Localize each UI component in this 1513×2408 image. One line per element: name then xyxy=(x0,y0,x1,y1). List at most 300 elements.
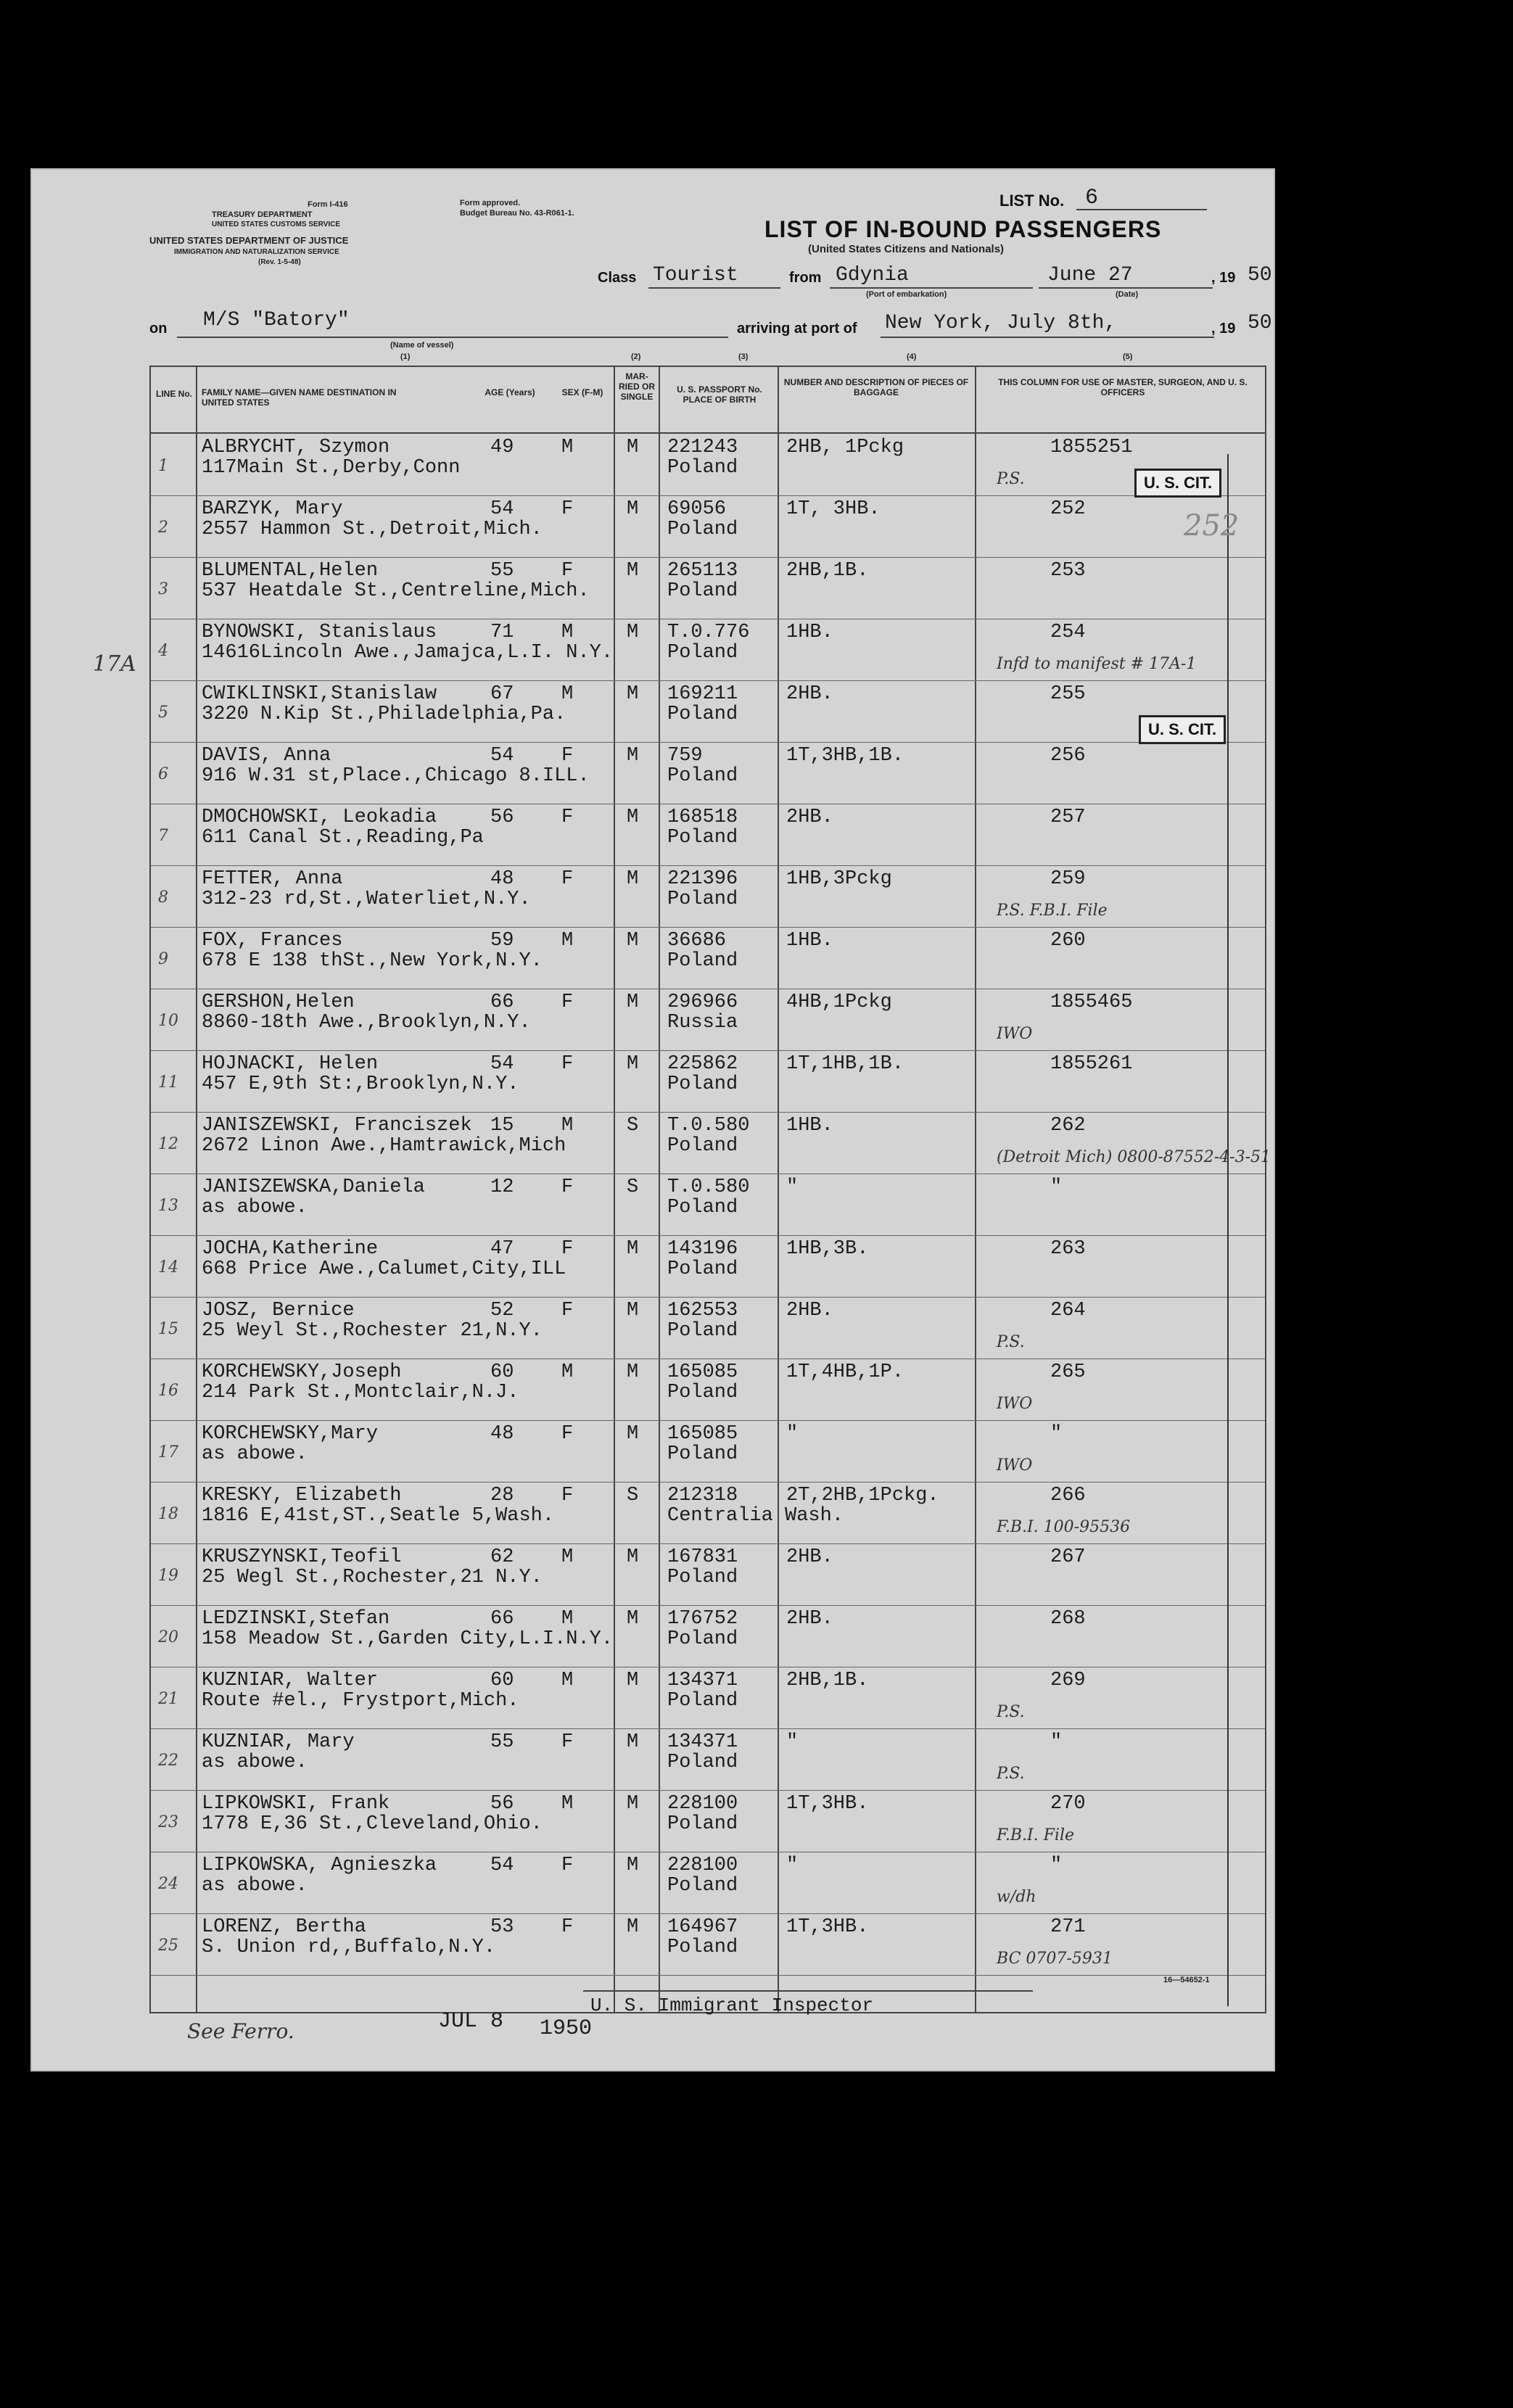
passport-number: 143196 xyxy=(667,1238,738,1260)
age: 47 xyxy=(490,1238,514,1260)
list-no-value: 6 xyxy=(1085,186,1099,210)
passport-number: 225862 xyxy=(667,1053,738,1075)
page-subtitle: (United States Citizens and Nationals) xyxy=(808,243,1005,255)
officer-note: w/dh xyxy=(997,1888,1036,1906)
baggage: 4HB,1Pckg xyxy=(786,991,892,1013)
place-of-birth: Poland xyxy=(667,827,738,849)
margin-note-see: See Ferro. xyxy=(187,2019,294,2043)
age: 67 xyxy=(490,683,514,705)
revision-label: (Rev. 1-5-48) xyxy=(258,258,301,266)
table-row xyxy=(151,1913,1265,1976)
age: 62 xyxy=(490,1546,514,1568)
table-row xyxy=(151,1543,1265,1606)
destination: 158 Meadow St.,Garden City,L.I.N.Y. xyxy=(202,1628,614,1650)
destination: 1778 E,36 St.,Cleveland,Ohio. xyxy=(202,1813,543,1835)
passenger-name: GERSHON,Helen xyxy=(202,991,355,1013)
arriving-label: arriving at port of xyxy=(737,321,857,337)
officer-number: " xyxy=(1050,1731,1063,1753)
age: 28 xyxy=(490,1485,514,1506)
form-number: Form I-416 xyxy=(308,200,348,209)
sex: M xyxy=(561,437,574,458)
sex: M xyxy=(561,1793,574,1815)
passenger-table xyxy=(149,366,1271,2013)
marital-status: S xyxy=(627,1176,639,1198)
header-age: AGE (Years) xyxy=(485,387,535,397)
officer-number: 271 xyxy=(1050,1916,1086,1938)
baggage: 2HB. xyxy=(786,683,833,705)
marital-status: M xyxy=(627,560,639,582)
baggage: " xyxy=(786,1731,799,1753)
officer-note: F.B.I. File xyxy=(997,1826,1075,1844)
marital-status: S xyxy=(627,1485,639,1506)
place-of-birth: Poland xyxy=(667,1443,738,1465)
marital-status: M xyxy=(627,622,639,643)
col-num-2: (2) xyxy=(631,352,641,361)
table-row xyxy=(151,989,1265,1051)
officer-number: 267 xyxy=(1050,1546,1086,1568)
destination: 312-23 rd,St.,Waterliet,N.Y. xyxy=(202,888,531,910)
place-of-birth: Poland xyxy=(667,1875,738,1897)
passport-number: 165085 xyxy=(667,1423,738,1445)
destination: 14616Lincoln Awe.,Jamajca,L.I. N.Y. xyxy=(202,642,614,664)
officer-number: 262 xyxy=(1050,1115,1086,1137)
table-row xyxy=(151,680,1265,743)
destination: S. Union rd,,Buffalo,N.Y. xyxy=(202,1937,496,1958)
passenger-name: KUZNIAR, Mary xyxy=(202,1731,355,1753)
marital-status: M xyxy=(627,498,639,520)
margin-note-17a: 17A xyxy=(93,651,136,677)
line-number: 21 xyxy=(158,1690,178,1708)
baggage: " xyxy=(786,1423,799,1445)
line-number: 2 xyxy=(158,519,168,537)
age: 12 xyxy=(490,1176,514,1198)
passport-number: 134371 xyxy=(667,1731,738,1753)
age: 56 xyxy=(490,1793,514,1815)
baggage: 1HB,3B. xyxy=(786,1238,869,1260)
age: 66 xyxy=(490,991,514,1013)
line-number: 11 xyxy=(158,1073,178,1092)
age: 71 xyxy=(490,622,514,643)
passenger-name: HOJNACKI, Helen xyxy=(202,1053,379,1075)
passenger-name: LIPKOWSKA, Agnieszka xyxy=(202,1855,437,1876)
sex: F xyxy=(561,1176,574,1198)
sex: F xyxy=(561,498,574,520)
age: 60 xyxy=(490,1670,514,1691)
passenger-name: KORCHEWSKY,Mary xyxy=(202,1423,379,1445)
baggage: 2HB. xyxy=(786,1546,833,1568)
destination: 214 Park St.,Montclair,N.J. xyxy=(202,1382,519,1403)
destination: 1816 E,41st,ST.,Seatle 5,Wash. xyxy=(202,1505,555,1527)
line-number: 7 xyxy=(158,827,168,845)
destination: 117Main St.,Derby,Conn xyxy=(202,457,461,479)
approved-label: Form approved. xyxy=(460,199,521,207)
officer-number: 256 xyxy=(1050,745,1086,767)
class-label: Class xyxy=(598,270,637,286)
passport-number: T.0.776 xyxy=(667,622,750,643)
col-num-3: (3) xyxy=(738,352,749,361)
from-value: Gdynia xyxy=(836,264,909,286)
passport-number: T.0.580 xyxy=(667,1176,750,1198)
sex: M xyxy=(561,1670,574,1691)
sex: F xyxy=(561,1423,574,1445)
sex: F xyxy=(561,868,574,890)
place-of-birth: Poland xyxy=(667,1073,738,1095)
place-of-birth: Poland xyxy=(667,580,738,602)
marital-status: M xyxy=(627,1053,639,1075)
officer-number: 1855251 xyxy=(1050,437,1133,458)
baggage: 1HB. xyxy=(786,1115,833,1137)
baggage: 1T,4HB,1P. xyxy=(786,1361,904,1383)
age: 66 xyxy=(490,1608,514,1630)
destination: 2557 Hammon St.,Detroit,Mich. xyxy=(202,519,543,540)
marital-status: M xyxy=(627,683,639,705)
port-embark-caption: (Port of embarkation) xyxy=(866,290,947,299)
marital-status: M xyxy=(627,1670,639,1691)
header-name: FAMILY NAME—GIVEN NAME DESTINATION IN UNITED STATES xyxy=(202,387,397,408)
manifest-page xyxy=(30,168,1275,2071)
place-of-birth: Centralia Wash. xyxy=(667,1505,844,1527)
customs-label: UNITED STATES CUSTOMS SERVICE xyxy=(212,220,341,228)
sex: M xyxy=(561,930,574,952)
passport-number: 169211 xyxy=(667,683,738,705)
age: 53 xyxy=(490,1916,514,1938)
destination: 2672 Linon Awe.,Hamtrawick,Mich xyxy=(202,1135,566,1157)
age: 15 xyxy=(490,1115,514,1137)
sex: F xyxy=(561,1053,574,1075)
officer-number: 253 xyxy=(1050,560,1086,582)
officer-note: P.S. xyxy=(997,1765,1025,1783)
place-of-birth: Poland xyxy=(667,1628,738,1650)
sex: F xyxy=(561,1731,574,1753)
place-of-birth: Poland xyxy=(667,1937,738,1958)
passenger-name: JANISZEWSKI, Franciszek xyxy=(202,1115,472,1137)
baggage: 2HB. xyxy=(786,1608,833,1630)
header-baggage: NUMBER AND DESCRIPTION OF PIECES OF BAGGAGE xyxy=(783,377,969,397)
age: 54 xyxy=(490,1053,514,1075)
inspector-underline xyxy=(583,1990,1033,1992)
table-row xyxy=(151,1852,1265,1914)
officer-number: 260 xyxy=(1050,930,1086,952)
officer-note: IWO xyxy=(997,1025,1033,1043)
line-number: 25 xyxy=(158,1937,178,1955)
baggage: 1HB,3Pckg xyxy=(786,868,892,890)
officer-note: Infd to manifest # 17A-1 xyxy=(997,655,1197,673)
officer-note: IWO xyxy=(997,1456,1033,1475)
destination: as abowe. xyxy=(202,1875,308,1897)
passport-number: 228100 xyxy=(667,1855,738,1876)
marital-status: M xyxy=(627,1731,639,1753)
line-number: 10 xyxy=(158,1012,178,1030)
passport-number: 759 xyxy=(667,745,703,767)
sex: F xyxy=(561,1916,574,1938)
passport-number: 162553 xyxy=(667,1300,738,1321)
passport-number: 228100 xyxy=(667,1793,738,1815)
table-row xyxy=(151,1174,1265,1236)
marital-status: M xyxy=(627,1300,639,1321)
passenger-name: KRUSZYNSKI,Teofil xyxy=(202,1546,402,1568)
marital-status: M xyxy=(627,1238,639,1260)
place-of-birth: Poland xyxy=(667,1135,738,1157)
marital-status: M xyxy=(627,868,639,890)
table-row xyxy=(151,1235,1265,1298)
destination: 3220 N.Kip St.,Philadelphia,Pa. xyxy=(202,704,566,725)
class-underline xyxy=(648,287,780,289)
header-officers: THIS COLUMN FOR USE OF MASTER, SURGEON, AND U. S. OFFICERS xyxy=(998,377,1248,397)
place-of-birth: Poland xyxy=(667,1752,738,1773)
baggage: 2HB,1B. xyxy=(786,560,869,582)
arrival-underline xyxy=(881,337,1214,338)
passenger-name: FOX, Frances xyxy=(202,930,343,952)
passenger-name: KORCHEWSKY,Joseph xyxy=(202,1361,402,1383)
table-row xyxy=(151,557,1265,619)
year-value-2: 50 xyxy=(1248,312,1272,334)
line-number: 14 xyxy=(158,1258,178,1277)
us-cit-stamp: U. S. CIT. xyxy=(1134,469,1221,498)
age: 56 xyxy=(490,807,514,828)
marital-status: M xyxy=(627,1423,639,1445)
vessel-caption: (Name of vessel) xyxy=(390,341,454,350)
officer-note: (Detroit Mich) 0800-87552-4-3-51 xyxy=(997,1148,1271,1166)
baggage: 1HB. xyxy=(786,622,833,643)
destination: 537 Heatdale St.,Centreline,Mich. xyxy=(202,580,590,602)
marital-status: S xyxy=(627,1115,639,1137)
table-row xyxy=(151,927,1265,989)
line-number: 16 xyxy=(158,1382,178,1400)
header-married: MAR- RIED OR SINGLE xyxy=(618,371,655,402)
age: 59 xyxy=(490,930,514,952)
age: 55 xyxy=(490,1731,514,1753)
table-row xyxy=(151,495,1265,558)
year-prefix-2: , 19 xyxy=(1211,321,1236,337)
age: 54 xyxy=(490,745,514,767)
baggage: 2HB,1B. xyxy=(786,1670,869,1691)
table-row xyxy=(151,619,1265,681)
line-number: 4 xyxy=(158,642,168,660)
line-number: 12 xyxy=(158,1135,178,1153)
marital-status: M xyxy=(627,437,639,458)
officer-number: 254 xyxy=(1050,622,1086,643)
header-sex: SEX (F-M) xyxy=(561,387,603,397)
table-row xyxy=(151,804,1265,866)
sex: M xyxy=(561,1361,574,1383)
place-of-birth: Poland xyxy=(667,704,738,725)
header-line-no: LINE No. xyxy=(156,389,192,399)
passport-number: 165085 xyxy=(667,1361,738,1383)
passenger-name: BLUMENTAL,Helen xyxy=(202,560,379,582)
destination: Route #el., Frystport,Mich. xyxy=(202,1690,519,1712)
sex: M xyxy=(561,683,574,705)
inspector-label: U. S. Immigrant Inspector xyxy=(590,1995,874,2016)
date-caption: (Date) xyxy=(1116,290,1139,299)
place-of-birth: Poland xyxy=(667,519,738,540)
justice-label: UNITED STATES DEPARTMENT OF JUSTICE xyxy=(149,235,349,246)
class-value: Tourist xyxy=(653,264,738,286)
destination: as abowe. xyxy=(202,1197,308,1219)
passport-number: 168518 xyxy=(667,807,738,828)
passport-number: 167831 xyxy=(667,1546,738,1568)
header-passport: U. S. PASSPORT No. PLACE OF BIRTH xyxy=(677,384,762,405)
officer-number: 257 xyxy=(1050,807,1086,828)
annotation-line xyxy=(1227,454,1229,2006)
passport-number: 36686 xyxy=(667,930,727,952)
destination: 916 W.31 st,Place.,Chicago 8.ILL. xyxy=(202,765,590,787)
from-label: from xyxy=(789,270,822,286)
table-row xyxy=(151,1605,1265,1667)
line-number: 19 xyxy=(158,1567,178,1585)
marital-status: M xyxy=(627,930,639,952)
destination: 8860-18th Awe.,Brooklyn,N.Y. xyxy=(202,1012,531,1034)
passenger-name: KRESKY, Elizabeth xyxy=(202,1485,402,1506)
sex: F xyxy=(561,807,574,828)
baggage: 1T,1HB,1B. xyxy=(786,1053,904,1075)
destination: 678 E 138 thSt.,New York,N.Y. xyxy=(202,950,543,972)
page-title: LIST OF IN-BOUND PASSENGERS xyxy=(764,216,1162,242)
officer-number: 1855261 xyxy=(1050,1053,1133,1075)
baggage: 1T,3HB. xyxy=(786,1793,869,1815)
place-of-birth: Poland xyxy=(667,950,738,972)
year-prefix-1: , 19 xyxy=(1211,270,1236,286)
year-value-1: 50 xyxy=(1248,264,1272,286)
sex: M xyxy=(561,1115,574,1137)
passport-number: 265113 xyxy=(667,560,738,582)
table-row xyxy=(151,1050,1265,1113)
destination: 25 Weyl St.,Rochester 21,N.Y. xyxy=(202,1320,543,1342)
passenger-name: KUZNIAR, Walter xyxy=(202,1670,379,1691)
baggage: 2T,2HB,1Pckg. xyxy=(786,1485,939,1506)
officer-number: 252 xyxy=(1050,498,1086,520)
sex: M xyxy=(561,1608,574,1630)
ins-label: IMMIGRATION AND NATURALIZATION SERVICE xyxy=(174,248,339,256)
baggage: 1T,3HB,1B. xyxy=(786,745,904,767)
line-number: 18 xyxy=(158,1505,178,1523)
col-num-1: (1) xyxy=(400,352,411,361)
sex: M xyxy=(561,622,574,643)
passenger-name: ALBRYCHT, Szymon xyxy=(202,437,390,458)
baggage: " xyxy=(786,1855,799,1876)
officer-number: 266 xyxy=(1050,1485,1086,1506)
marital-status: M xyxy=(627,1546,639,1568)
officer-number: 264 xyxy=(1050,1300,1086,1321)
line-number: 5 xyxy=(158,704,168,722)
date-underline xyxy=(1039,287,1213,289)
line-number: 8 xyxy=(158,888,168,907)
table-row xyxy=(151,865,1265,928)
table-row xyxy=(151,1482,1265,1544)
marital-status: M xyxy=(627,991,639,1013)
destination: as abowe. xyxy=(202,1752,308,1773)
passenger-name: LORENZ, Bertha xyxy=(202,1916,366,1938)
place-of-birth: Poland xyxy=(667,888,738,910)
treasury-label: TREASURY DEPARTMENT xyxy=(212,210,313,219)
officer-note: P.S. xyxy=(997,1333,1025,1351)
line-number: 3 xyxy=(158,580,168,598)
officer-number: " xyxy=(1050,1855,1063,1876)
table-row xyxy=(151,1420,1265,1483)
passenger-name: JOSZ, Bernice xyxy=(202,1300,355,1321)
place-of-birth: Poland xyxy=(667,1197,738,1219)
place-of-birth: Poland xyxy=(667,1690,738,1712)
sex: F xyxy=(561,1238,574,1260)
table-row xyxy=(151,1358,1265,1421)
date-value: June 27 xyxy=(1047,264,1133,286)
place-of-birth: Russia xyxy=(667,1012,738,1034)
passenger-name: LEDZINSKI,Stefan xyxy=(202,1608,390,1630)
destination: 611 Canal St.,Reading,Pa xyxy=(202,827,484,849)
passport-number: 221243 xyxy=(667,437,738,458)
sex: F xyxy=(561,1485,574,1506)
col-num-5: (5) xyxy=(1123,352,1133,361)
passenger-name: DMOCHOWSKI, Leokadia xyxy=(202,807,437,828)
line-number: 1 xyxy=(158,457,168,475)
arrival-port: New York, July 8th, xyxy=(885,312,1117,334)
age: 60 xyxy=(490,1361,514,1383)
table-row xyxy=(151,1790,1265,1852)
sex: F xyxy=(561,991,574,1013)
place-of-birth: Poland xyxy=(667,1813,738,1835)
officer-note: F.B.I. 100-95536 xyxy=(997,1518,1131,1536)
age: 54 xyxy=(490,1855,514,1876)
age: 48 xyxy=(490,1423,514,1445)
list-no-label: LIST No. xyxy=(999,191,1065,210)
passport-number: 221396 xyxy=(667,868,738,890)
sex: F xyxy=(561,560,574,582)
line-number: 23 xyxy=(158,1813,178,1831)
age: 54 xyxy=(490,498,514,520)
line-number: 13 xyxy=(158,1197,178,1215)
officer-note: BC 0707-5931 xyxy=(997,1950,1113,1968)
baggage: 1T, 3HB. xyxy=(786,498,881,520)
place-of-birth: Poland xyxy=(667,765,738,787)
passenger-name: BARZYK, Mary xyxy=(202,498,343,520)
line-number: 17 xyxy=(158,1443,178,1461)
destination: 25 Wegl St.,Rochester,21 N.Y. xyxy=(202,1567,543,1588)
baggage: 1T,3HB. xyxy=(786,1916,869,1938)
passenger-name: CWIKLINSKI,Stanislaw xyxy=(202,683,437,705)
passenger-name: LIPKOWSKI, Frank xyxy=(202,1793,390,1815)
line-number: 15 xyxy=(158,1320,178,1338)
on-label: on xyxy=(149,321,168,337)
sex: M xyxy=(561,1546,574,1568)
officer-number: 255 xyxy=(1050,683,1086,705)
place-of-birth: Poland xyxy=(667,1320,738,1342)
officer-number: 1855465 xyxy=(1050,991,1133,1013)
sex: F xyxy=(561,745,574,767)
marital-status: M xyxy=(627,807,639,828)
baggage: 2HB. xyxy=(786,807,833,828)
officer-number: 265 xyxy=(1050,1361,1086,1383)
footer-code: 16—54652-1 xyxy=(1163,1976,1210,1984)
age: 52 xyxy=(490,1300,514,1321)
budget-label: Budget Bureau No. 43-R061-1. xyxy=(460,209,574,218)
place-of-birth: Poland xyxy=(667,1567,738,1588)
officer-number: 259 xyxy=(1050,868,1086,890)
table-row xyxy=(151,742,1265,804)
officer-number: 263 xyxy=(1050,1238,1086,1260)
officer-number: 270 xyxy=(1050,1793,1086,1815)
passport-number: 164967 xyxy=(667,1916,738,1938)
line-number: 9 xyxy=(158,950,168,968)
officer-note: IWO xyxy=(997,1395,1033,1413)
marital-status: M xyxy=(627,1793,639,1815)
officer-note: P.S. F.B.I. File xyxy=(997,902,1108,920)
line-number: 6 xyxy=(158,765,168,783)
age: 55 xyxy=(490,560,514,582)
marital-status: M xyxy=(627,1916,639,1938)
marital-status: M xyxy=(627,1608,639,1630)
passport-number: 212318 xyxy=(667,1485,738,1506)
place-of-birth: Poland xyxy=(667,642,738,664)
passenger-name: JOCHA,Katherine xyxy=(202,1238,379,1260)
